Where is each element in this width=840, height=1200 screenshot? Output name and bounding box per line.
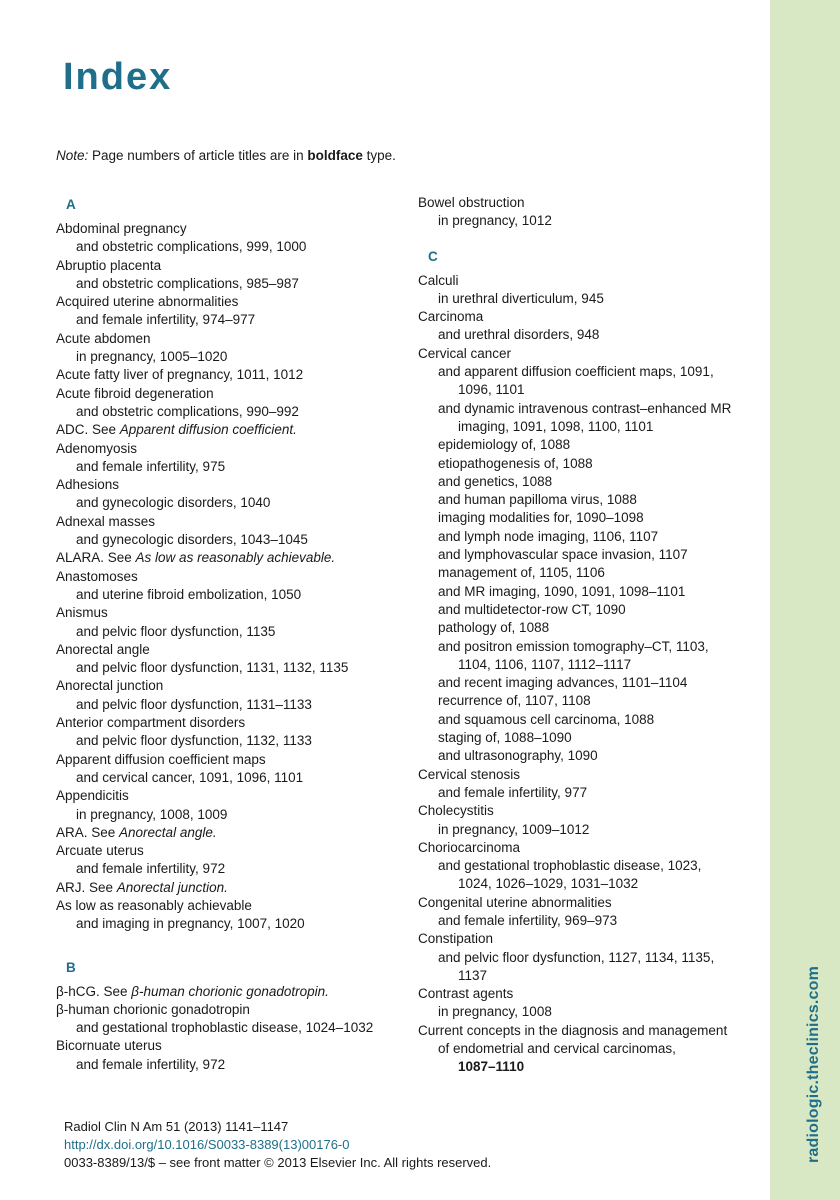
subentry-line: and female infertility, 972 (76, 861, 226, 877)
index-term (56, 549, 406, 567)
subentry-line: 1104, 1106, 1107, 1112–1117 (458, 656, 632, 672)
subentry-line: 1137 (458, 967, 488, 983)
subentry-line: and urethral disorders, 948 (438, 327, 600, 343)
term-text: Congenital uterine abnormalities (418, 894, 612, 910)
index-entry (56, 787, 406, 824)
subentry-line: 1024, 1026–1029, 1031–1032 (458, 876, 639, 892)
term-text: Cervical stenosis (418, 766, 521, 782)
note-text-2: type. (362, 148, 396, 163)
term-text: Carcinoma (418, 309, 484, 325)
term-text: Adnexal masses (56, 513, 156, 529)
subentry-line: and positron emission tomography–CT, 1103, (438, 638, 709, 654)
subentry-line: and obstetric complications, 990–992 (76, 403, 299, 419)
article-page-range: 1087–1110 (458, 1059, 525, 1075)
index-entry (56, 879, 406, 897)
term-text: ALARA. See (56, 550, 136, 566)
subentry-line: and female infertility, 969–973 (438, 912, 618, 928)
index-entry (56, 714, 406, 751)
term-text: Anorectal angle (56, 641, 150, 657)
subentry-line: and genetics, 1088 (438, 473, 553, 489)
index-term (56, 330, 406, 348)
index-section (56, 956, 406, 1074)
subentry-line: imaging modalities for, 1090–1098 (438, 510, 644, 526)
term-text: ADC. See (56, 422, 120, 438)
term-text: Contrast agents (418, 986, 514, 1002)
index-entry (418, 308, 763, 345)
index-term (418, 766, 763, 784)
section-letter: B (66, 959, 76, 975)
subentry-line: and multidetector-row CT, 1090 (438, 601, 626, 617)
see-reference[interactable]: Anorectal junction. (116, 879, 228, 895)
index-entry (418, 985, 763, 1022)
index-term (418, 345, 763, 363)
citation: Radiol Clin N Am 51 (2013) 1141–1147 (64, 1119, 289, 1134)
term-text: Anorectal junction (56, 678, 164, 694)
index-column-right (418, 194, 763, 1077)
subentry-line: epidemiology of, 1088 (438, 437, 571, 453)
subentry-line: and female infertility, 972 (76, 1056, 226, 1072)
index-section (418, 245, 763, 1077)
index-entry (418, 1022, 763, 1077)
index-term (56, 257, 406, 275)
index-entry (56, 897, 406, 934)
subentry-line: management of, 1105, 1106 (438, 565, 605, 581)
see-reference[interactable]: β-human chorionic gonadotropin. (131, 983, 329, 999)
index-term (56, 983, 406, 1001)
index-entry (56, 1001, 406, 1038)
see-reference[interactable]: As low as reasonably achievable. (135, 550, 336, 566)
term-text: As low as reasonably achievable (56, 897, 252, 913)
index-section (418, 194, 763, 231)
term-text: Appendicitis (56, 788, 129, 804)
index-entry (418, 894, 763, 931)
term-text: ARJ. See (56, 879, 117, 895)
index-term (418, 194, 763, 212)
subentry-line: and recent imaging advances, 1101–1104 (438, 675, 688, 691)
index-entry (418, 766, 763, 803)
section-letter: A (66, 197, 76, 212)
index-term (56, 677, 406, 695)
index-entry (56, 513, 406, 550)
index-term (56, 897, 406, 915)
subentry-line: staging of, 1088–1090 (438, 730, 572, 746)
subentry-line: and obstetric complications, 999, 1000 (76, 239, 307, 255)
subentry-line: in pregnancy, 1008, 1009 (76, 806, 228, 822)
term-text: Choriocarcinoma (418, 839, 521, 855)
subentry-line: in pregnancy, 1008 (438, 1004, 552, 1020)
index-term (56, 1001, 406, 1019)
subentry-line: and imaging in pregnancy, 1007, 1020 (76, 916, 305, 932)
index-term (56, 513, 406, 531)
term-text: Anterior compartment disorders (56, 715, 246, 731)
subentry-line: in pregnancy, 1012 (438, 213, 552, 229)
term-text: Acute fatty liver of pregnancy, 1011, 1012 (56, 367, 304, 383)
subentry-line: and pelvic floor dysfunction, 1135 (76, 623, 276, 639)
subentry-line: and cervical cancer, 1091, 1096, 1101 (76, 769, 304, 785)
subentry-line: and squamous cell carcinoma, 1088 (438, 711, 655, 727)
subentry-line: and dynamic intravenous contrast–enhanced MR (438, 400, 732, 416)
subentry-line: and pelvic floor dysfunction, 1131–1133 (76, 696, 312, 712)
index-term (56, 293, 406, 311)
term-text: Cervical cancer (418, 345, 512, 361)
term-text: Abruptio placenta (56, 257, 162, 273)
term-text: Anismus (56, 605, 108, 621)
index-term (56, 824, 406, 842)
index-term (418, 894, 763, 912)
term-text: Acute fibroid degeneration (56, 385, 214, 401)
journal-site-url[interactable]: radiologic.theclinics.com (805, 965, 822, 1163)
index-column-left (56, 193, 406, 1074)
index-term (56, 714, 406, 732)
index-term (418, 1022, 763, 1040)
note-text-1: Page numbers of article titles are in (88, 148, 308, 163)
subentry-line: in pregnancy, 1009–1012 (438, 821, 590, 837)
subentry-line: and female infertility, 977 (438, 784, 588, 800)
index-entry (418, 802, 763, 839)
index-entry (56, 983, 406, 1001)
index-entry (56, 824, 406, 842)
index-entry (418, 930, 763, 985)
subentry-line: and pelvic floor dysfunction, 1127, 1134, 1135, (438, 949, 715, 965)
subentry-line: 1096, 1101 (458, 382, 525, 398)
page-title: Index (63, 56, 173, 98)
index-section (56, 193, 406, 934)
subentry-line: and ultrasonography, 1090 (438, 748, 598, 764)
term-text: Current concepts in the diagnosis and management (418, 1022, 728, 1038)
subentry-line: of endometrial and cervical carcinomas, (438, 1041, 676, 1057)
index-entry (418, 194, 763, 231)
see-reference[interactable]: Apparent diffusion coefficient. (119, 422, 297, 438)
subentry-line: and MR imaging, 1090, 1091, 1098–1101 (438, 583, 686, 599)
subentry-line: and obstetric complications, 985–987 (76, 275, 299, 291)
see-reference[interactable]: Anorectal angle. (119, 824, 217, 840)
index-term (56, 220, 406, 238)
index-entry (56, 549, 406, 567)
index-entry (56, 385, 406, 422)
subentry-line: and pelvic floor dysfunction, 1131, 1132, 1135 (76, 660, 349, 676)
index-entry (56, 1037, 406, 1074)
term-text: Bicornuate uterus (56, 1038, 162, 1054)
footer (64, 1118, 491, 1172)
index-term (56, 568, 406, 586)
term-text: β-hCG. See (56, 983, 132, 999)
index-entry (56, 641, 406, 678)
term-text: Adenomyosis (56, 440, 138, 456)
index-entry (56, 568, 406, 605)
index-term (56, 1037, 406, 1055)
index-entry (56, 842, 406, 879)
term-text: Acute abdomen (56, 330, 151, 346)
subentry-line: and gestational trophoblastic disease, 1023, (438, 858, 702, 874)
copyright: 0033-8389/13/$ – see front matter © 2013 Elsevier Inc. All rights reserved. (64, 1155, 492, 1170)
index-term (418, 839, 763, 857)
subentry-line: and pelvic floor dysfunction, 1132, 1133 (76, 733, 312, 749)
note-label: Note: (56, 148, 89, 163)
index-term (56, 842, 406, 860)
section-letter: C (428, 248, 438, 264)
index-entry (56, 440, 406, 477)
subentry-line: etiopathogenesis of, 1088 (438, 455, 593, 471)
subentry-line: and lymph node imaging, 1106, 1107 (438, 528, 659, 544)
index-term (56, 641, 406, 659)
index-term (56, 421, 406, 439)
subentry-line: and human papilloma virus, 1088 (438, 492, 637, 508)
note-bold-word: boldface (307, 148, 363, 163)
index-entry (56, 366, 406, 384)
subentry-line: and lymphovascular space invasion, 1107 (438, 547, 688, 563)
index-entry (418, 272, 763, 309)
term-text: Calculi (418, 272, 459, 288)
term-text: Bowel obstruction (418, 195, 525, 210)
doi-link[interactable]: http://dx.doi.org/10.1016/S0033-8389(13)00176-0 (64, 1137, 350, 1152)
index-term (56, 604, 406, 622)
index-entry (56, 293, 406, 330)
index-entry (418, 345, 763, 766)
index-term (418, 985, 763, 1003)
term-text: ARA. See (56, 824, 120, 840)
index-term (56, 476, 406, 494)
subentry-line: imaging, 1091, 1098, 1100, 1101 (458, 418, 654, 434)
index-term (56, 879, 406, 897)
index-term (56, 751, 406, 769)
index-entry (56, 257, 406, 294)
subentry-line: and uterine fibroid embolization, 1050 (76, 586, 302, 602)
subentry-line: and gestational trophoblastic disease, 1024–1032 (76, 1020, 374, 1036)
index-term (56, 440, 406, 458)
subentry-line: and apparent diffusion coefficient maps, 1091, (438, 364, 714, 380)
term-text: Arcuate uterus (56, 843, 144, 859)
subentry-line: and female infertility, 974–977 (76, 312, 256, 328)
term-text: β-human chorionic gonadotropin (56, 1001, 250, 1017)
subentry-line: in pregnancy, 1005–1020 (76, 349, 228, 365)
index-term (418, 930, 763, 948)
index-entry (56, 604, 406, 641)
subentry-line: and gynecologic disorders, 1043–1045 (76, 532, 308, 548)
index-term (56, 366, 406, 384)
index-entry (56, 421, 406, 439)
subentry-line: and gynecologic disorders, 1040 (76, 495, 271, 511)
index-term (56, 385, 406, 403)
index-term (418, 802, 763, 820)
term-text: Abdominal pregnancy (56, 221, 187, 236)
term-text: Acquired uterine abnormalities (56, 294, 239, 310)
subentry-line: in urethral diverticulum, 945 (438, 290, 604, 306)
index-entry (56, 330, 406, 367)
index-entry (56, 751, 406, 788)
index-term (56, 787, 406, 805)
term-text: Adhesions (56, 477, 120, 493)
index-term (418, 308, 763, 326)
index-entry (56, 220, 406, 257)
term-text: Constipation (418, 931, 494, 947)
term-text: Cholecystitis (418, 803, 494, 819)
subentry-line: and female infertility, 975 (76, 458, 226, 474)
term-text: Anastomoses (56, 568, 138, 584)
term-text: Apparent diffusion coefficient maps (56, 751, 266, 767)
index-entry (418, 839, 763, 894)
index-entry (56, 476, 406, 513)
index-term (418, 272, 763, 290)
index-entry (56, 677, 406, 714)
subentry-line: recurrence of, 1107, 1108 (438, 693, 591, 709)
index-note (56, 148, 396, 163)
subentry-line: pathology of, 1088 (438, 620, 550, 636)
